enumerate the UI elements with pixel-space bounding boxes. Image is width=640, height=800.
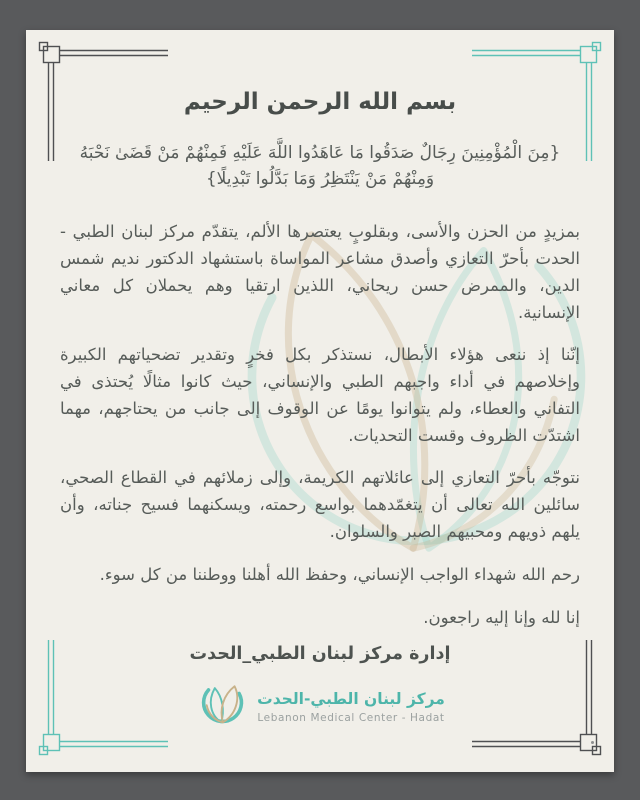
quran-verse: {مِنَ الْمُؤْمِنِينَ رِجَالٌ صَدَقُوا مَا عَاهَدُوا اللَّهَ عَلَيْهِ فَمِنْهُمْ مَنْ قَضَىٰ نَحْبَهُ وَمِنْهُمْ مَنْ يَنْتَظِرُ وَمَا بَدَّلُوا تَبْدِيلًا} [79,143,561,189]
announcement-body [60,30,580,734]
tulip-logo-icon [195,680,249,734]
logo-text [257,690,445,725]
condolence-to-families-paragraph: نتوجّه بأحرّ التعازي إلى عائلاتهم الكريمة، وإلى زملائهم في القطاع الصحي، سائلين الله تعالى أن يتغمّدهما بواسع رحمته، ويسكنهما فسيح جناته، وأن يلهم ذويهم ومحبيهم الصبر والسلوان. [60,468,580,541]
signature-line: إدارة مركز لبنان الطبي_الحدت [189,644,451,664]
logo-name-arabic: مركز لبنان الطبي-الحدت [257,689,445,708]
bismillah-title: بسم الله الرحمن الرحيم [183,89,457,115]
stray-dot [591,741,594,744]
istirjaa-line: إنا لله وإنا إليه راجعون. [423,608,580,627]
condolence-paragraph: بمزيدٍ من الحزن والأسى، وبقلوبٍ يعتصرها الألم، يتقدّم مركز لبنان الطبي - الحدت بأحرّ التعازي وأصدق مشاعر المواساة باستشهاد الدكتور نديم شمس الدين، والممرض حسن ريحاني، اللذين ارتقيا وهم يحملان كل معاني الإنسانية. [60,222,580,322]
tribute-paragraph: إنّنا إذ ننعى هؤلاء الأبطال، نستذكر بكل فخرٍ وتقدير تضحياتهم الكبيرة وإخلاصهم في أداء واجبهم الطبي والإنساني، حيث كانوا مثالًا يُحتذى في التفاني والعطاء، ولم يتوانوا يومًا عن الوقوف إلى جانب من يحتاجهم، مهما اشتدّت الظروف وقست التحديات. [60,345,580,445]
announcement-card [26,30,614,772]
logo-name-english: Lebanon Medical Center - Hadat [257,711,445,724]
closing-prayer-line: رحم الله شهداء الواجب الإنساني، وحفظ الله أهلنا ووطننا من كل سوء. [99,565,580,584]
logo-block [195,680,445,734]
